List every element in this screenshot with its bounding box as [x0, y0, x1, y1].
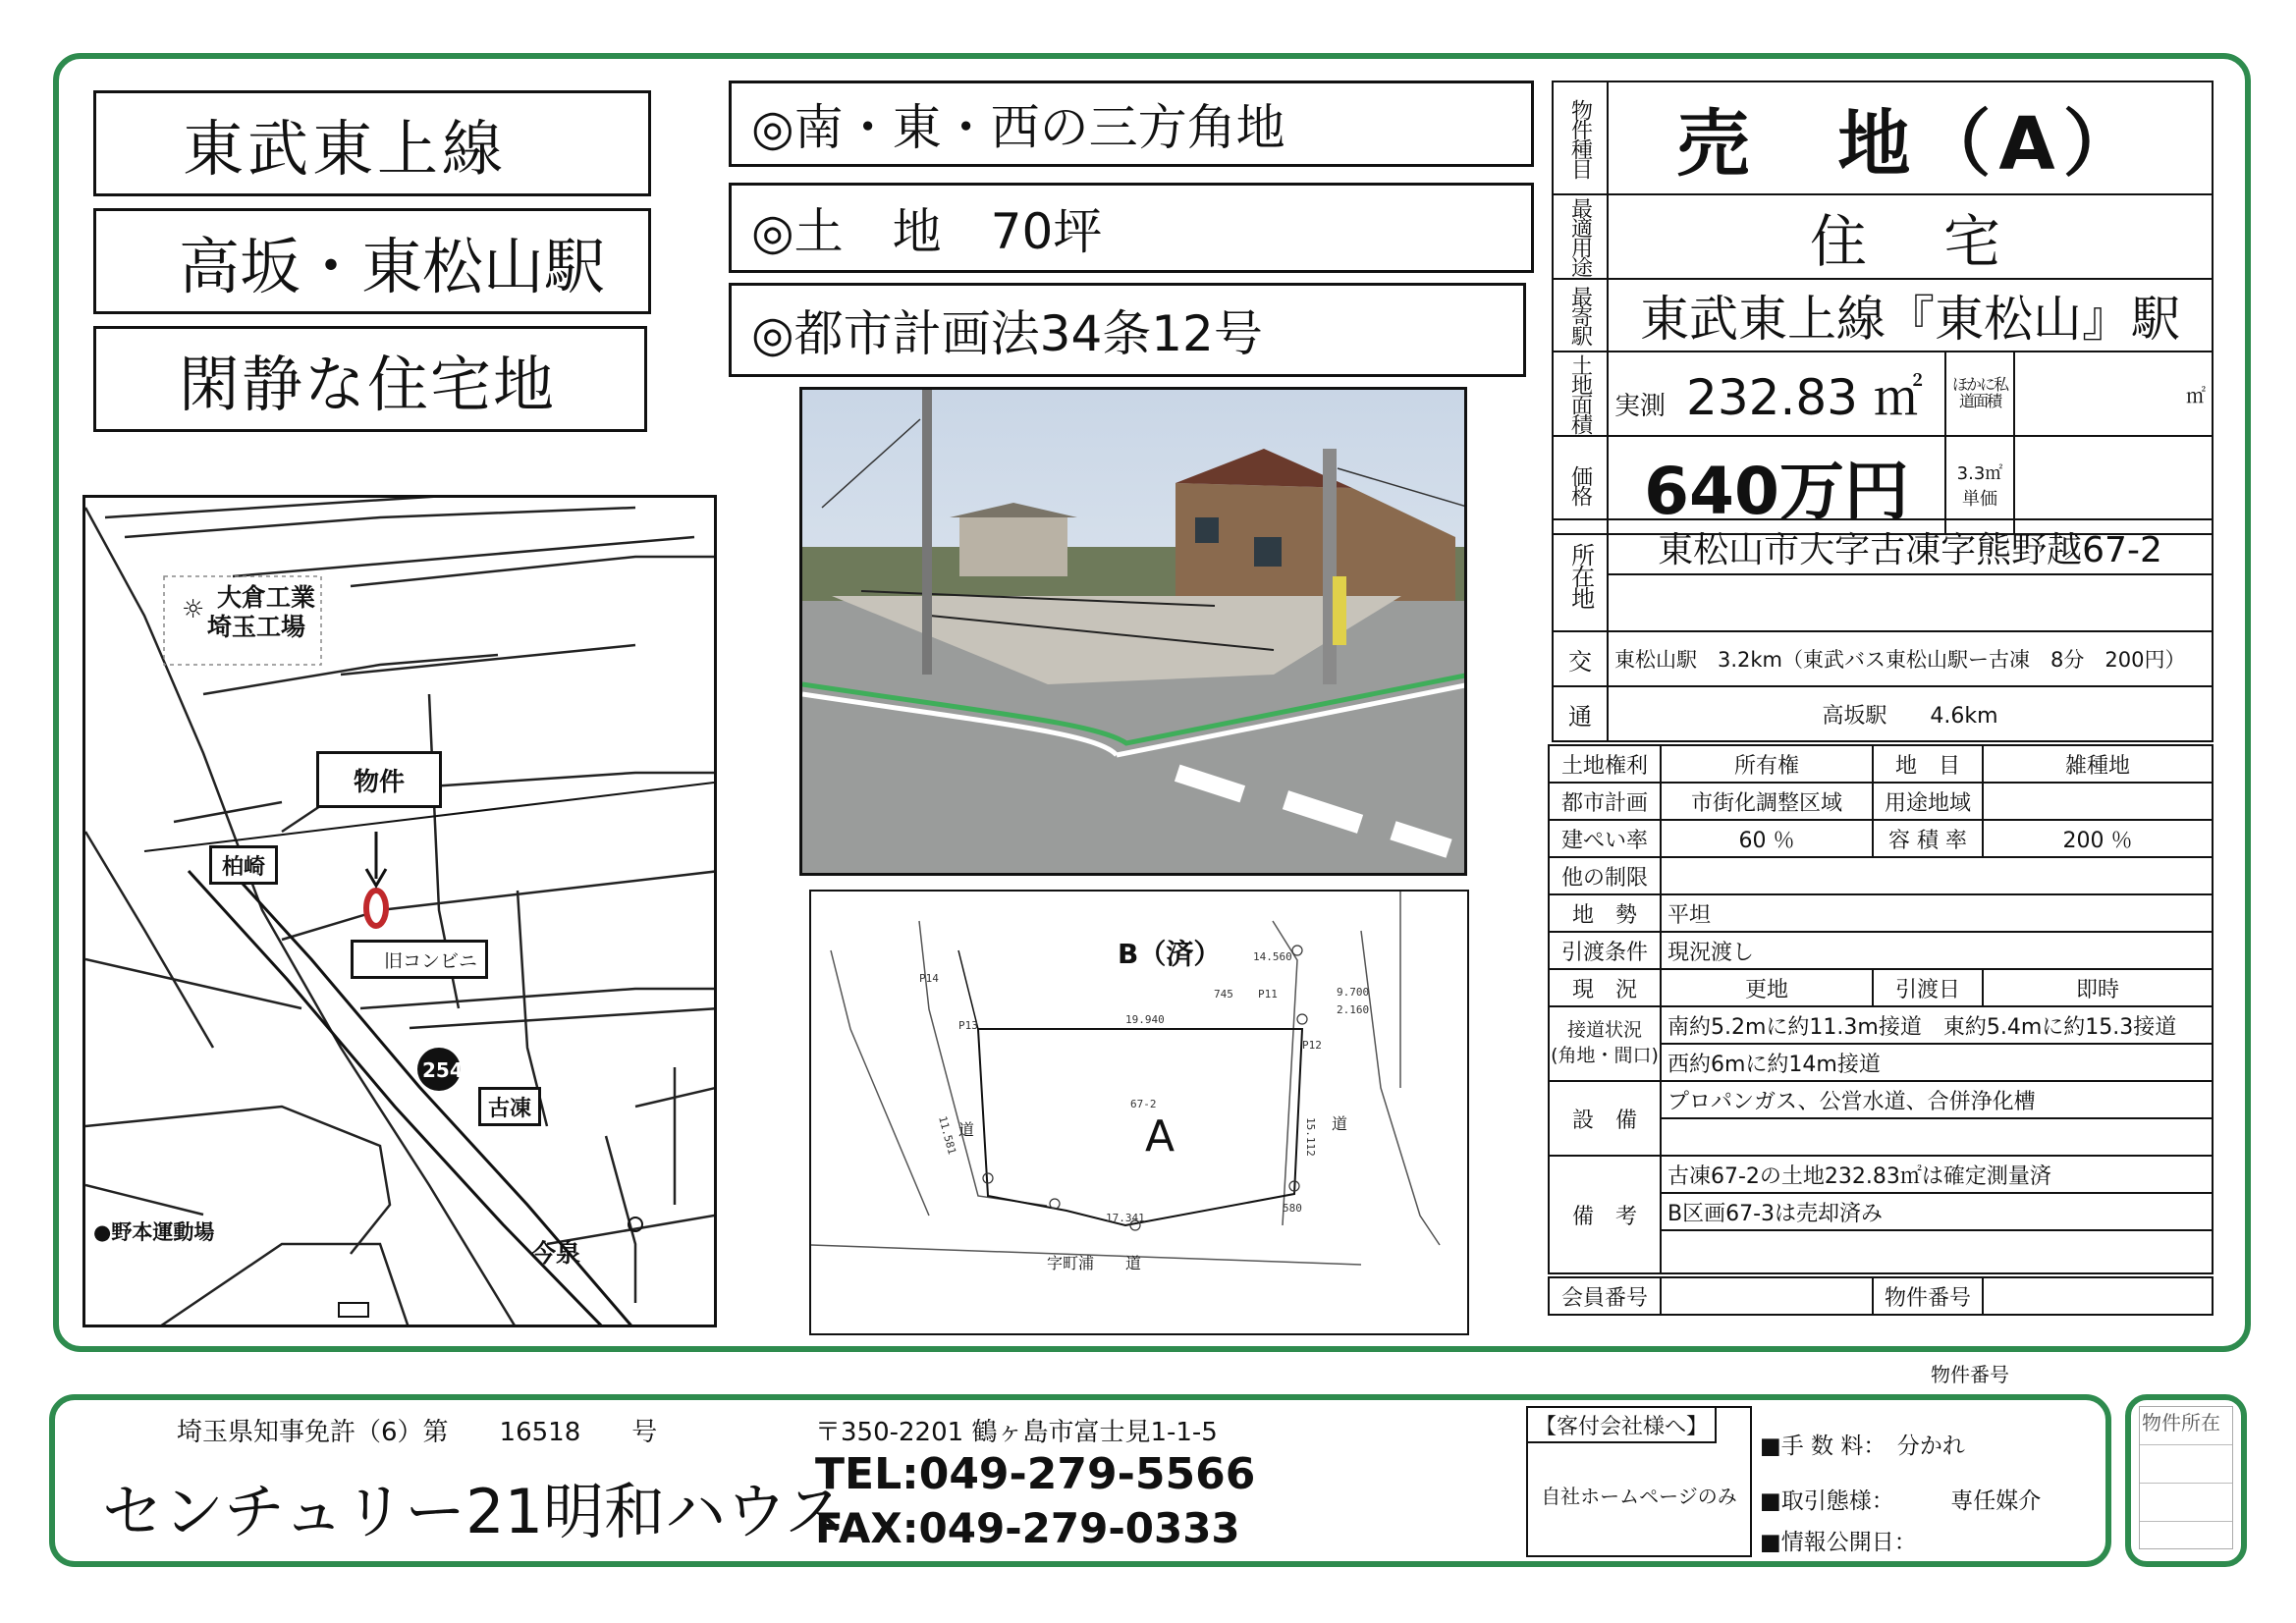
map-property-text: 物件: [353, 767, 405, 797]
feature-corner-text: ◎南・東・西の三方角地: [751, 99, 1285, 156]
road-label: 接道状況 (角地・間口): [1549, 1006, 1661, 1081]
restrictions-label: 他の制限: [1549, 857, 1661, 894]
area-value: 232.83 ㎡: [1686, 369, 1923, 426]
far-label: 容 積 率: [1873, 820, 1983, 857]
side-frame: [2125, 1394, 2247, 1567]
far-value: 200 ％: [1983, 820, 2213, 857]
map-property-label: [316, 751, 442, 808]
site-photo: [799, 387, 1467, 876]
terrain-label: 地 勢: [1549, 894, 1661, 932]
footer-address: 〒350-2201 鶴ヶ島市富士見1-1-5: [815, 1418, 1218, 1447]
plan-road-label: 字町浦 道: [1047, 1254, 1142, 1272]
footer-fee: ■手 数 料： 分かれ: [1760, 1434, 1965, 1459]
station-label: 最寄駅: [1553, 279, 1608, 352]
handover-date-label: 引渡日: [1873, 969, 1983, 1006]
plan-a-label: A: [1145, 1111, 1175, 1162]
map-ground-label: ●野本運動場: [93, 1220, 215, 1244]
footer-mode: ■取引態様： 専任媒介: [1760, 1488, 2042, 1514]
facilities-value: プロパンガス、公営水道、合併浄化槽: [1661, 1081, 2213, 1118]
map-factory-icon: ☼: [182, 595, 205, 624]
price-value: 640万円: [1644, 453, 1909, 529]
map-furukori: [478, 1087, 541, 1126]
transport-label-2: 通: [1553, 686, 1608, 741]
use-label: 最適用途: [1553, 194, 1608, 279]
type-label: 物件種目: [1553, 81, 1608, 194]
plan-point-1: P14: [919, 972, 939, 985]
handover-label: 引渡条件: [1549, 932, 1661, 969]
feature-law-text: ◎都市計画法34条12号: [751, 305, 1263, 362]
plan-dim-small-3: 14.560: [1253, 950, 1292, 963]
agent-header: 【客付会社様へ】: [1526, 1406, 1717, 1443]
footer-fax: FAX:049-279-0333: [815, 1504, 1240, 1552]
plan-point-4: P11: [1258, 988, 1278, 1001]
location-map: [82, 495, 717, 1327]
city-plan-label: 都市計画: [1549, 783, 1661, 820]
plan-point-6: 580: [1283, 1202, 1302, 1215]
agent-box: [1526, 1406, 1752, 1557]
area-label: 土地面積: [1553, 352, 1608, 436]
svg-text:大倉工業 埼玉工場: 大倉工業 埼玉工場: [207, 583, 316, 641]
terrain-value: 平坦: [1661, 894, 2213, 932]
route-254-label: 254: [422, 1058, 464, 1082]
transport-line-1: 東松山駅 3.2km（東武バス東松山駅ー古凍 8分 200円）: [1614, 648, 2186, 672]
restrictions-value: [1661, 857, 2213, 894]
status-label: 現 況: [1549, 969, 1661, 1006]
feature-land: [729, 183, 1534, 273]
station-value: 東武東上線『東松山』駅: [1640, 291, 2180, 348]
map-drawing: [85, 498, 717, 1327]
property-no-caption: 物件番号: [1931, 1363, 2009, 1386]
plan-dim-small-2: 9.700: [1337, 986, 1370, 999]
plan-lot-no: 67-2: [1130, 1098, 1157, 1110]
plan-dim-top: 19.940: [1125, 1013, 1165, 1026]
feature-corner: [729, 81, 1534, 167]
transport-label-1: 交: [1553, 631, 1608, 686]
member-label: 会員番号: [1549, 1277, 1661, 1315]
private-road-label: ほかに私道面積: [1945, 352, 2014, 436]
address-value: 東松山市大字古凍字熊野越67-2: [1658, 529, 2162, 570]
map-imaizumi-label: 今泉: [531, 1239, 581, 1268]
side-inner: [2139, 1406, 2233, 1549]
private-road-value: ㎡: [2186, 383, 2206, 407]
title-area-text: 閑静な住宅地: [179, 348, 557, 420]
info-table: [1548, 744, 2214, 1274]
plan-point-3: P12: [1302, 1039, 1322, 1052]
coverage-label: 建ぺい率: [1549, 820, 1661, 857]
spec-table: [1552, 81, 2214, 529]
plan-dim-left: 11.581: [936, 1114, 958, 1157]
map-kashiwazaki-text: 柏崎: [221, 854, 265, 880]
transport-line-2: 高坂駅 4.6km: [1822, 703, 1998, 729]
land-type-label: 地 目: [1873, 745, 1983, 783]
type-value: 売 地（A）: [1676, 101, 2144, 187]
facilities-label: 設 備: [1549, 1081, 1661, 1156]
note-2: B区画67-3は売却済み: [1661, 1193, 2213, 1230]
title-stations-text: 高坂・東松山駅: [179, 230, 606, 302]
member-row: [1548, 1276, 2214, 1314]
plan-point-5: 745: [1214, 988, 1233, 1001]
area-prefix: 実測: [1614, 392, 1667, 421]
road-value-2: 西約6mに約14m接道: [1661, 1044, 2213, 1081]
agent-note: 自社ホームページのみ: [1541, 1485, 1737, 1508]
property-marker: [366, 891, 386, 926]
footer-published: ■情報公開日：: [1760, 1530, 1917, 1555]
map-kashiwazaki: [209, 845, 278, 885]
footer-tel: TEL:049-279-5566: [815, 1449, 1256, 1499]
note-1: 古凍67-2の土地232.83㎡は確定測量済: [1661, 1156, 2213, 1193]
title-line: [93, 90, 651, 196]
feature-land-text: ◎土 地 70坪: [751, 203, 1103, 260]
land-type-value: 雑種地: [1983, 745, 2213, 783]
plan-left-road: 道: [958, 1120, 975, 1139]
plan-dim-small-1: 2.160: [1337, 1003, 1370, 1016]
map-old-conbini-text: 旧コンビニ: [383, 949, 477, 972]
road-value-1: 南約5.2mに約11.3m接道 東約5.4mに約15.3接道: [1661, 1006, 2213, 1044]
survey-plan: [809, 890, 1469, 1335]
footer-license: 埼玉県知事免許（6）第 16518 号: [177, 1418, 658, 1447]
footer-company: センチュリー21明和ハウス: [102, 1476, 847, 1547]
map-old-conbini: [351, 940, 488, 979]
notes-label: 備 考: [1549, 1156, 1661, 1273]
title-line-text: 東武東上線: [183, 112, 508, 185]
plan-point-2: P13: [958, 1019, 978, 1032]
plan-b-label: B（済）: [1118, 938, 1222, 970]
title-stations: [93, 208, 651, 314]
price-label: 価格: [1553, 436, 1608, 534]
title-area: [93, 326, 647, 432]
member-value: [1661, 1277, 1873, 1315]
unit-price-label: 3.3㎡単価: [1945, 436, 2014, 534]
plan-dim-bottom: 17.341: [1106, 1212, 1145, 1224]
property-no-value: [1983, 1277, 2213, 1315]
address-table: [1552, 518, 2214, 740]
status-value: 更地: [1661, 969, 1873, 1006]
feature-law: [729, 283, 1526, 377]
use-value: 住 宅: [1809, 208, 2010, 275]
city-plan-value: 市街化調整区域: [1661, 783, 1873, 820]
map-factory-label: 大倉工業: [217, 583, 316, 612]
land-right-value: 所有権: [1661, 745, 1873, 783]
zoning-value: [1983, 783, 2213, 820]
site-photo-drawing: [802, 390, 1467, 876]
plan-dim-right: 15.112: [1304, 1117, 1317, 1157]
coverage-value: 60 ％: [1661, 820, 1873, 857]
handover-date-value: 即時: [1983, 969, 2213, 1006]
map-furukori-text: 古凍: [487, 1096, 531, 1121]
property-no-label: 物件番号: [1873, 1277, 1983, 1315]
address-label: 所在地: [1553, 519, 1608, 631]
land-right-label: 土地権利: [1549, 745, 1661, 783]
side-label: 物件所在: [2142, 1411, 2220, 1434]
plan-right-road: 道: [1332, 1114, 1348, 1133]
handover-value: 現況渡し: [1661, 932, 2213, 969]
zoning-label: 用途地域: [1873, 783, 1983, 820]
